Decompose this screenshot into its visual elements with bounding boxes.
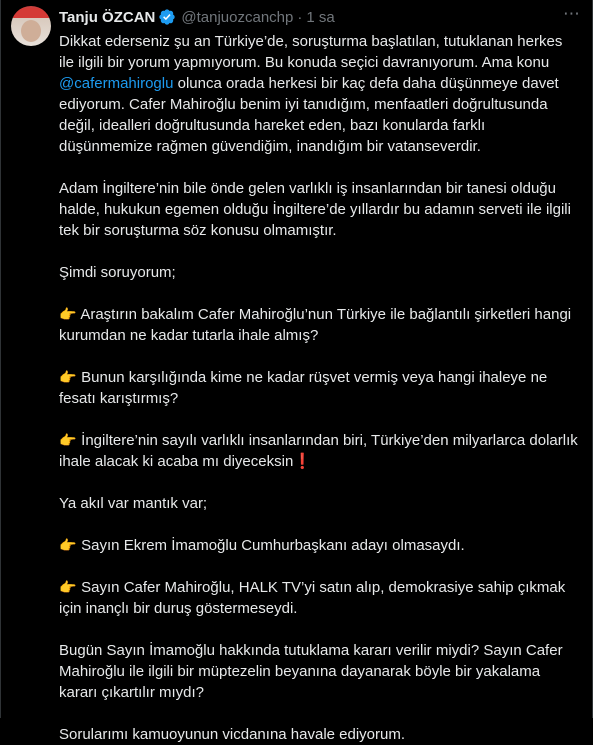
tweet-timestamp[interactable]: 1 sa [306,8,335,26]
mention-link[interactable]: @cafermahiroglu [59,75,174,92]
paragraph-closing: Sorularımı kamuoyunun vicdanına havale ediyorum. [59,726,406,743]
question-1 [59,304,581,346]
separator-dot: · [297,8,303,26]
condition-2 [59,577,581,619]
paragraph-reason: Ya akıl var mantık var; [59,495,208,512]
point-right-icon: 👉 [59,432,77,448]
condition-1-text: Sayın Ekrem İmamoğlu Cumhurbaşkanı adayı olmasaydı. [81,537,465,554]
condition-1 [59,535,581,556]
exclamation-icon: ❗ [293,453,312,470]
point-right-icon: 👉 [59,306,77,322]
question-1-text: Araştırın bakalım Cafer Mahiroğlu’nun Türkiye ile bağlantılı şirketleri hangi kurumdan ne kadar tutarla ihale almış? [59,306,572,344]
paragraph-england: Adam İngiltere’nin bile önde gelen varlıklı iş insanlarından bir tanesi olduğu halde, hukukun egemen olduğu İngiltere’de yıllardır bu adamın serveti ile ilgili tek bir soruşturma söz konusu olmamıştır. [59,180,571,239]
question-3-text: İngiltere’nin sayılı varlıklı insanlarından biri, Türkiye’den milyarlarca dolarlık ihale alacak ki acaba mı diyeceksin [59,432,578,470]
paragraph-intro-part2: olunca orada herkesi bir kaç defa daha düşünmeye davet ediyorum. Cafer Mahiroğlu benim iyi tanıdığım, menfaatleri doğrultusunda değil, idealleri doğrultusunda hareket eden, bazı konularda farklı düşünmemize rağmen güvendiğim, inandığım bir vatanseverdir. [59,75,559,155]
question-2-text: Bunun karşılığında kime ne kadar rüşvet vermiş veya hangi ihaleye ne fesatı karıştırmış? [59,369,548,407]
more-options-icon[interactable]: ⋯ [563,4,581,23]
point-right-icon: 👉 [59,579,77,595]
point-right-icon: 👉 [59,537,77,553]
verified-badge-icon[interactable] [158,8,176,26]
author-name[interactable]: Tanju ÖZCAN [59,8,156,26]
condition-2-text: Sayın Cafer Mahiroğlu, HALK TV’yi satın alıp, demokrasiye sahip çıkmak için inançlı bir duruş göstermeseydi. [59,579,566,617]
paragraph-intro [59,31,581,157]
paragraph-intro-part1: Dikkat ederseniz şu an Türkiye’de, soruşturma başlatılan, tutuklanan herkes ile ilgili bir yorum yapmıyorum. Bu konuda seçici davranıyorum. Ama konu [59,33,563,71]
avatar-flag-graphic [11,8,51,18]
paragraph-today: Bugün Sayın İmamoğlu hakkında tutuklama kararı verilir miydi? Sayın Cafer Mahiroğlu ile ilgili bir müptezelin beyanına dayanarak böyle bir yakalama kararı çıkartılır mıydı? [59,642,563,701]
tweet-header [59,6,578,28]
point-right-icon: 👉 [59,369,77,385]
author-handle[interactable]: @tanjuozcanchp [181,8,294,26]
question-2 [59,367,581,409]
avatar-face-graphic [21,20,41,42]
avatar[interactable] [11,6,51,46]
question-3 [59,430,581,472]
tweet-text [59,31,581,745]
paragraph-question-intro: Şimdi soruyorum; [59,264,176,281]
